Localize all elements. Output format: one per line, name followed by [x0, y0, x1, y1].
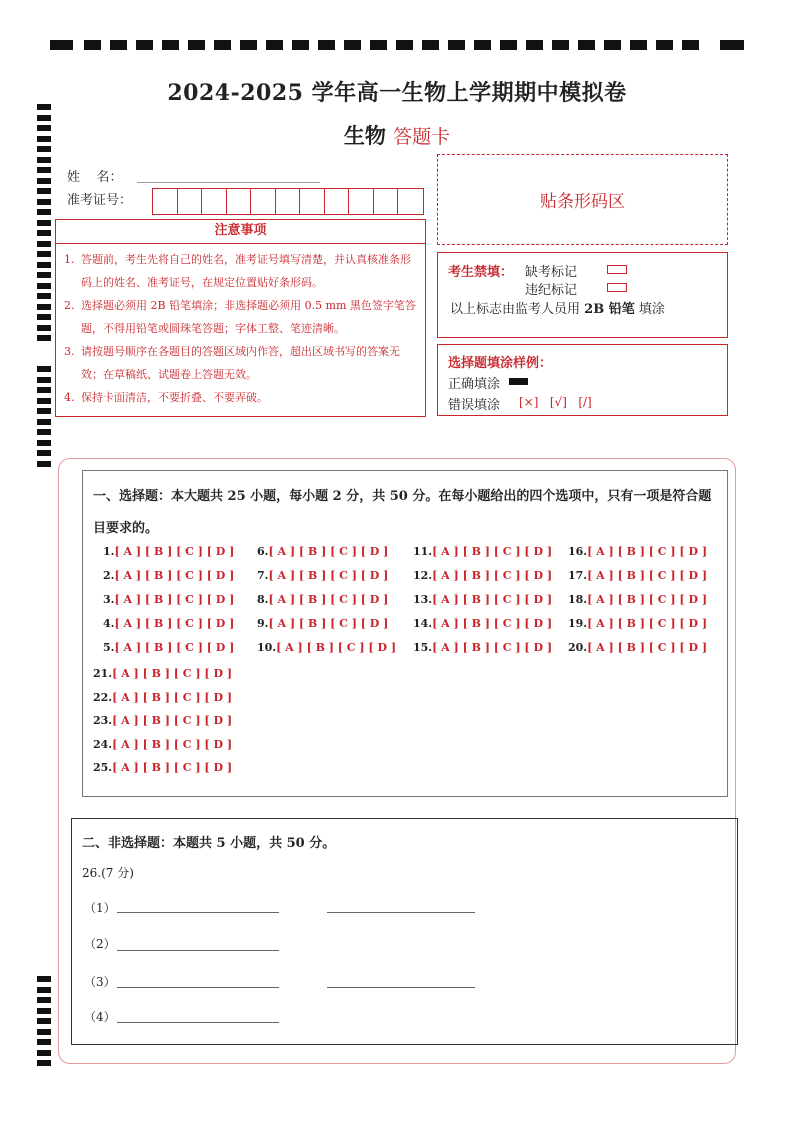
mc-option-bubbles[interactable]: [ A ] [ B ] [ C ] [ D ] [112, 667, 233, 680]
notice-item [64, 248, 419, 294]
exam-number-cell[interactable] [202, 189, 227, 214]
timing-mark [37, 398, 51, 404]
mc-question-number: 3. [103, 593, 115, 606]
timing-mark [37, 461, 51, 467]
exam-number-cell[interactable] [178, 189, 203, 214]
mc-option-bubbles[interactable]: [ A ] [ B ] [ C ] [ D ] [114, 617, 235, 630]
notice-item-number: 3. [64, 345, 75, 358]
absent-mark-box[interactable] [607, 265, 627, 274]
timing-mark [240, 40, 257, 50]
timing-mark [474, 40, 491, 50]
timing-mark [37, 304, 51, 310]
violation-mark-box[interactable] [607, 283, 627, 292]
mc-option-bubbles[interactable]: [ A ] [ B ] [ C ] [ D ] [268, 593, 389, 606]
timing-mark [720, 40, 744, 50]
notice-heading: 注意事项 [56, 220, 425, 244]
mc-question-number: 18. [568, 593, 588, 606]
mc-option-bubbles[interactable]: [ A ] [ B ] [ C ] [ D ] [268, 569, 389, 582]
mc-option-bubbles[interactable]: [ A ] [ B ] [ C ] [ D ] [112, 737, 233, 751]
mc-question-number: 6. [257, 545, 269, 558]
answer-blank[interactable] [117, 950, 279, 951]
timing-mark [37, 272, 51, 278]
timing-mark [37, 1039, 51, 1045]
timing-mark [656, 40, 673, 50]
timing-mark [526, 40, 543, 50]
mc-question-number: 2. [103, 569, 115, 582]
mc-question[interactable] [103, 593, 234, 606]
mc-option-bubbles[interactable]: [ A ] [ B ] [ C ] [ D ] [114, 641, 235, 654]
timing-mark [84, 40, 101, 50]
timing-mark [552, 40, 569, 50]
timing-mark [37, 976, 51, 982]
timing-mark [37, 987, 51, 993]
timing-mark [37, 1029, 51, 1035]
mc-option-bubbles[interactable]: [ A ] [ B ] [ C ] [ D ] [112, 714, 233, 727]
notice-item-text: 答题前，考生先将自己的姓名，准考证号填写清楚，并认真核准条形码上的姓名、准考证号，在规定位置贴好条形码。 [81, 253, 411, 289]
mc-question[interactable] [568, 593, 707, 606]
timing-mark [37, 241, 51, 247]
mc-option-bubbles[interactable]: [ A ] [ B ] [ C ] [ D ] [268, 617, 389, 630]
answer-blank[interactable] [117, 1022, 279, 1023]
timing-mark [604, 40, 621, 50]
mc-option-bubbles[interactable]: [ A ] [ B ] [ C ] [ D ] [587, 641, 708, 654]
mc-question-number: 13. [413, 593, 433, 606]
timing-mark [578, 40, 595, 50]
absent-mark-label: 缺考标记 [525, 265, 578, 280]
timing-mark [37, 450, 51, 456]
mc-option-bubbles[interactable]: [ A ] [ B ] [ C ] [ D ] [276, 641, 397, 654]
forbidden-note-bold: 2B 铅笔 [584, 302, 635, 317]
mc-question-number: 16. [568, 545, 588, 558]
timing-mark [37, 419, 51, 425]
notice-item [64, 340, 419, 386]
mc-question-number: 25. [93, 761, 113, 774]
mc-option-bubbles[interactable]: [ A ] [ B ] [ C ] [ D ] [432, 569, 553, 582]
mc-question-number: 12. [413, 569, 433, 582]
notice-item-text: 选择题必须用 2B 铅笔填涂；非选择题必须用 0.5 mm 黑色签字笔答题，不得用铅笔或圆珠笔答题；字体工整、笔迹清晰。 [81, 299, 416, 335]
answer-blank[interactable] [327, 912, 475, 913]
timing-mark [50, 40, 73, 50]
timing-mark [396, 40, 413, 50]
mc-question[interactable] [413, 617, 552, 630]
timing-mark [500, 40, 517, 50]
multiple-choice-section [82, 470, 728, 797]
section1-title: 一、选择题：本大题共 25 小题，每小题 2 分，共 50 分。在每小题给出的四个选项中，只有一项是符合题目要求的。 [93, 489, 712, 536]
mc-question[interactable] [93, 691, 232, 704]
mc-option-bubbles[interactable]: [ A ] [ B ] [ C ] [ D ] [114, 545, 235, 558]
timing-mark [370, 40, 387, 50]
timing-mark [37, 188, 51, 194]
notice-item-text: 保持卡面清洁，不要折叠、不要弄破。 [81, 391, 268, 404]
timing-mark [162, 40, 179, 50]
part-label: （4） [84, 1010, 116, 1024]
timing-mark [37, 157, 51, 163]
timing-mark [630, 40, 647, 50]
correct-fill-label: 正确填涂 [448, 377, 501, 392]
timing-mark [37, 387, 51, 393]
exam-number-cell[interactable] [251, 189, 276, 214]
question-26-header: 26.(7 分) [82, 866, 134, 880]
mc-question[interactable] [93, 714, 232, 727]
forbidden-fill-box [437, 252, 728, 338]
notice-item [64, 294, 419, 340]
mc-question-number: 5. [103, 641, 115, 654]
timing-mark [37, 335, 51, 341]
mc-question[interactable] [257, 593, 388, 606]
timing-mark [37, 199, 51, 205]
mc-option-bubbles[interactable]: [ A ] [ B ] [ C ] [ D ] [268, 545, 389, 558]
timing-mark [37, 209, 51, 215]
exam-number-cell[interactable] [325, 189, 350, 214]
forbidden-note [450, 298, 665, 317]
timing-mark [188, 40, 205, 50]
exam-no-label: 准考证号： [67, 193, 133, 208]
mc-question-number: 21. [93, 667, 113, 680]
mc-option-bubbles[interactable]: [ A ] [ B ] [ C ] [ D ] [432, 617, 553, 630]
timing-mark [266, 40, 283, 50]
mc-question-number: 8. [257, 593, 269, 606]
timing-mark [37, 1008, 51, 1014]
timing-mark [37, 314, 51, 320]
sample-label: 选择题填涂样例： [448, 356, 553, 371]
mc-question-number: 11. [413, 545, 433, 558]
forbidden-note-text: 以上标志由监考人员用 [450, 302, 581, 317]
mc-question-number: 7. [257, 569, 269, 582]
mc-option-bubbles[interactable]: [ A ] [ B ] [ C ] [ D ] [587, 569, 708, 582]
forbidden-note-text: 填涂 [638, 302, 665, 317]
mc-question-number: 20. [568, 641, 588, 654]
timing-mark [214, 40, 231, 50]
forbidden-label: 考生禁填： [448, 265, 514, 280]
page-title: 2024-2025 学年高一生物上学期期中模拟卷 [167, 80, 627, 106]
exam-number-boxes[interactable] [152, 188, 424, 215]
mc-question-number: 22. [93, 690, 113, 704]
mc-question-number: 24. [93, 737, 113, 751]
mc-question[interactable] [568, 641, 707, 654]
part-label: （1） [84, 901, 116, 915]
mc-question[interactable] [93, 667, 232, 680]
timing-mark [682, 40, 699, 50]
notice-item-text: 请按题号顺序在各题目的答题区域内作答，超出区域书写的答案无效；在草稿纸、试题卷上答题无效。 [81, 345, 400, 381]
notice-item [64, 386, 419, 409]
timing-mark [344, 40, 361, 50]
exam-number-cell[interactable] [227, 189, 252, 214]
correct-fill-mark [509, 378, 528, 385]
timing-mark [37, 1018, 51, 1024]
mc-question[interactable] [413, 545, 552, 558]
notice-box [55, 219, 426, 417]
timing-mark [292, 40, 309, 50]
answer-card-label: 答题卡 [393, 126, 451, 148]
notice-item-number: 4. [64, 391, 75, 404]
exam-number-cell[interactable] [153, 189, 178, 214]
mc-question[interactable] [103, 617, 234, 630]
mc-option-bubbles[interactable]: [ A ] [ B ] [ C ] [ D ] [587, 593, 708, 606]
fill-sample-box [437, 344, 728, 416]
timing-mark [318, 40, 335, 50]
wrong-fill-marks: [×] [√] [/] [519, 395, 592, 409]
mc-question[interactable] [568, 545, 707, 558]
timing-mark [37, 1050, 51, 1056]
answer-blank[interactable] [117, 912, 279, 913]
mc-option-bubbles[interactable]: [ A ] [ B ] [ C ] [ D ] [114, 569, 235, 582]
mc-option-bubbles[interactable]: [ A ] [ B ] [ C ] [ D ] [587, 617, 708, 630]
part-label: （2） [84, 937, 116, 951]
timing-mark [37, 262, 51, 268]
barcode-area: 贴条形码区 [437, 154, 728, 245]
mc-question[interactable] [103, 545, 234, 558]
mc-question-number: 19. [568, 617, 588, 630]
mc-question[interactable] [568, 569, 707, 582]
section2-title: 二、非选择题：本题共 5 小题，共 50 分。 [82, 836, 336, 851]
timing-mark [37, 429, 51, 435]
mc-question[interactable] [568, 617, 707, 630]
exam-number-cell[interactable] [374, 189, 399, 214]
answer-blank[interactable] [117, 987, 279, 988]
name-label: 姓 名： [67, 170, 123, 185]
timing-mark [37, 1060, 51, 1066]
page-subtitle [0, 120, 794, 150]
timing-mark [136, 40, 153, 50]
exam-number-cell[interactable] [300, 189, 325, 214]
timing-mark [110, 40, 127, 50]
mc-question-number: 15. [413, 641, 433, 654]
mc-question-number: 17. [568, 569, 588, 582]
timing-mark [37, 230, 51, 236]
timing-mark [37, 167, 51, 173]
mc-question[interactable] [413, 593, 552, 606]
timing-mark [37, 220, 51, 226]
mc-question[interactable] [413, 641, 552, 654]
mc-option-bubbles[interactable]: [ A ] [ B ] [ C ] [ D ] [432, 545, 553, 558]
mc-question-number: 14. [413, 617, 433, 630]
mc-question[interactable] [257, 641, 396, 654]
violation-mark-label: 违纪标记 [525, 283, 578, 298]
subject-name: 生物 [343, 123, 386, 148]
timing-mark [37, 283, 51, 289]
mc-question[interactable] [93, 738, 232, 751]
mc-question-number: 9. [257, 617, 269, 630]
timing-mark [37, 325, 51, 331]
answer-blank[interactable] [327, 987, 475, 988]
mc-option-bubbles[interactable]: [ A ] [ B ] [ C ] [ D ] [432, 593, 553, 606]
mc-question-number: 4. [103, 617, 115, 630]
mc-question[interactable] [257, 617, 388, 630]
mc-question-number: 10. [257, 641, 277, 654]
exam-number-cell[interactable] [398, 189, 423, 214]
timing-mark [37, 997, 51, 1003]
timing-mark [37, 366, 51, 372]
exam-number-cell[interactable] [349, 189, 374, 214]
part-label: （3） [84, 975, 116, 989]
timing-mark [448, 40, 465, 50]
mc-question[interactable] [93, 761, 232, 774]
mc-question[interactable] [413, 569, 552, 582]
mc-option-bubbles[interactable]: [ A ] [ B ] [ C ] [ D ] [114, 593, 235, 606]
timing-mark [37, 251, 51, 257]
mc-question[interactable] [257, 545, 388, 558]
mc-option-bubbles[interactable]: [ A ] [ B ] [ C ] [ D ] [112, 690, 233, 704]
mc-question[interactable] [103, 641, 234, 654]
exam-number-cell[interactable] [276, 189, 301, 214]
mc-question-number: 23. [93, 714, 113, 727]
name-field[interactable] [137, 182, 320, 183]
mc-option-bubbles[interactable]: [ A ] [ B ] [ C ] [ D ] [112, 761, 233, 774]
mc-question-number: 1. [103, 545, 115, 558]
timing-mark [37, 293, 51, 299]
notice-item-number: 2. [64, 299, 75, 312]
timing-mark [37, 440, 51, 446]
timing-mark [37, 408, 51, 414]
notice-item-number: 1. [64, 253, 75, 266]
free-response-section [71, 818, 738, 1045]
timing-mark [422, 40, 439, 50]
timing-mark [37, 377, 51, 383]
timing-mark [37, 178, 51, 184]
wrong-fill-label: 错误填涂 [448, 398, 501, 413]
mc-question[interactable] [257, 569, 388, 582]
mc-question[interactable] [103, 569, 234, 582]
mc-option-bubbles[interactable]: [ A ] [ B ] [ C ] [ D ] [432, 641, 553, 654]
mc-option-bubbles[interactable]: [ A ] [ B ] [ C ] [ D ] [587, 545, 708, 558]
